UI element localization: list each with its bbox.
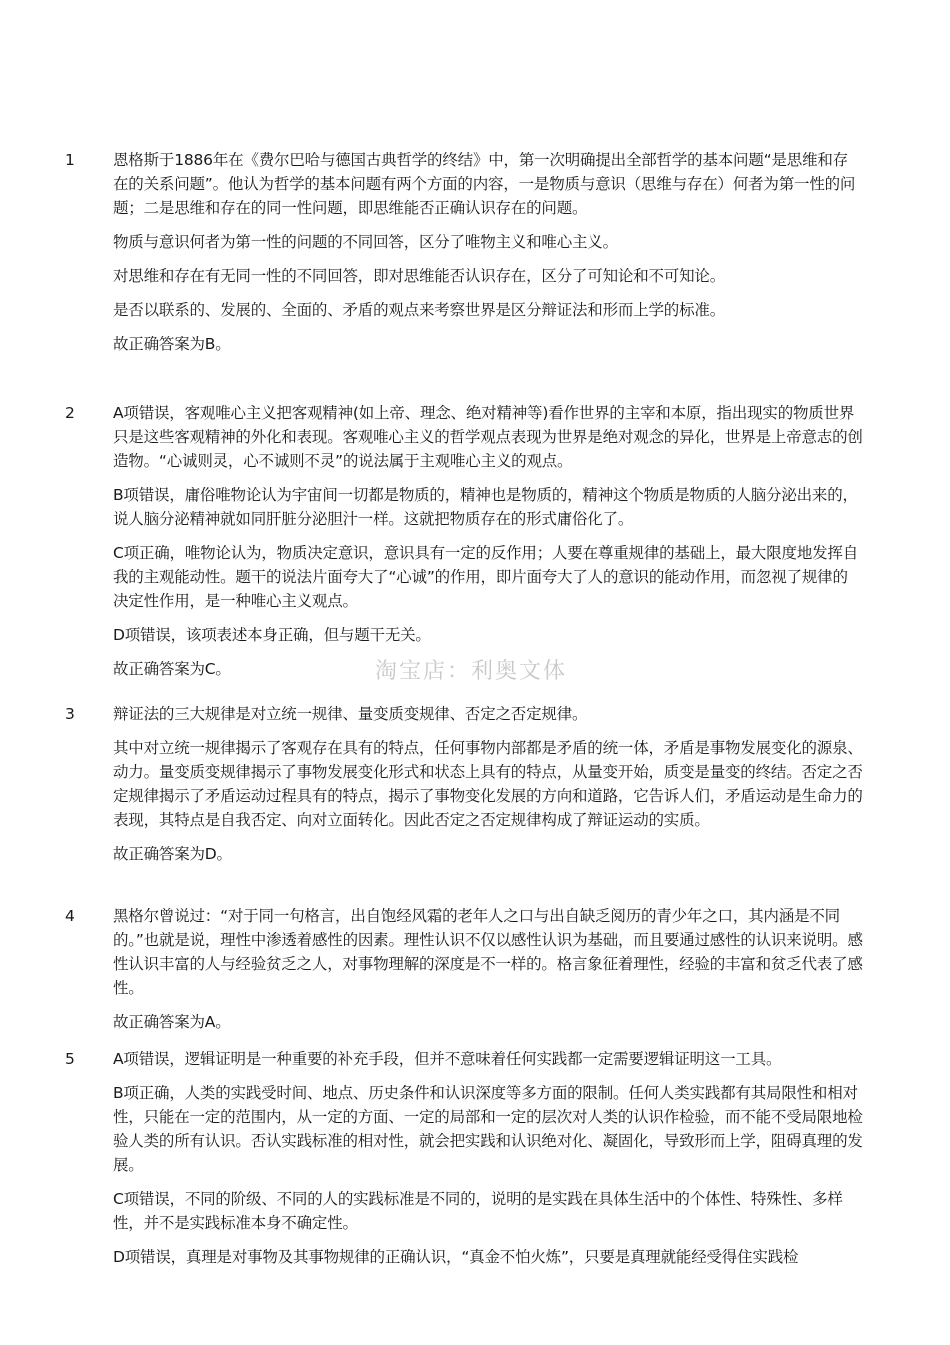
paragraph: D项错误，真理是对事物及其事物规律的正确认识，“真金不怕火炼”，只要是真理就能经受得住实践检 bbox=[113, 1248, 799, 1266]
paragraph: 对思维和存在有无同一性的不同回答，即对思维能否认识存在，区分了可知论和不可知论。 bbox=[113, 267, 726, 285]
paragraph: 辩证法的三大规律是对立统一规律、量变质变规律、否定之否定规律。 bbox=[113, 705, 588, 723]
paragraph: D项错误，该项表述本身正确，但与题干无关。 bbox=[113, 626, 431, 644]
paragraph: C项正确，唯物论认为，物质决定意识，意识具有一定的反作用；人要在尊重规律的基础上，最大限度地发挥自我的主观能动性。题干的说法片面夸大了“心诚”的作用，即片面夸大了人的意识的能动作用，而忽视了规律的决定性作用，是一种唯心主义观点。 bbox=[113, 544, 859, 610]
paragraph: C项错误，不同的阶级、不同的人的实践标准是不同的，说明的是实践在具体生活中的个体性、特殊性、多样性，并不是实践标准本身不确定性。 bbox=[113, 1190, 843, 1232]
watermark: 淘宝店：利奥文体 bbox=[375, 659, 568, 684]
answer-line: 故正确答案为A。 bbox=[113, 1013, 231, 1031]
item-explanation bbox=[113, 1047, 863, 1279]
item-explanation bbox=[113, 702, 863, 876]
item-explanation bbox=[113, 904, 863, 1044]
item-number: 1 bbox=[65, 151, 75, 169]
item-number: 2 bbox=[65, 404, 75, 422]
paragraph: 其中对立统一规律揭示了客观存在具有的特点，任何事物内部都是矛盾的统一体，矛盾是事物发展变化的源泉、动力。量变质变规律揭示了事物发展变化形式和状态上具有的特点，从量变开始，质变是量变的终结。否定之否定规律揭示了矛盾运动过程具有的特点，揭示了事物变化发展的方向和道路，它告诉人们，矛盾运动是生命力的表现，其特点是自我否定、向对立面转化。因此否定之否定规律构成了辩证运动的实质。 bbox=[113, 739, 863, 829]
paragraph: A项错误，客观唯心主义把客观精神(如上帝、理念、绝对精神等)看作世界的主宰和本原，指出现实的物质世界只是这些客观精神的外化和表现。客观唯心主义的哲学观点表现为世界是绝对观念的异化，世界是上帝意志的创造物。“心诚则灵，心不诚则不灵”的说法属于主观唯心主义的观点。 bbox=[113, 404, 863, 470]
paragraph: 黑格尔曾说过：“对于同一句格言，出自饱经风霜的老年人之口与出自缺乏阅历的青少年之口，其内涵是不同的。”也就是说，理性中渗透着感性的因素。理性认识不仅以感性认识为基础，而且要通过感性的认识来说明。感性认识丰富的人与经验贫乏之人，对事物理解的深度是不一样的。格言象征着理性，经验的丰富和贫乏代表了感性。 bbox=[113, 907, 863, 997]
answer-line: 故正确答案为B。 bbox=[113, 335, 231, 353]
item-explanation bbox=[113, 401, 863, 691]
answer-line: 故正确答案为D。 bbox=[113, 845, 232, 863]
item-number: 4 bbox=[65, 907, 75, 925]
paragraph: 恩格斯于1886年在《费尔巴哈与德国古典哲学的终结》中，第一次明确提出全部哲学的基本问题“是思维和存在的关系问题”。他认为哲学的基本问题有两个方面的内容，一是物质与意识（思维与存在）何者为第一性的问题；二是思维和存在的同一性问题，即思维能否正确认识存在的问题。 bbox=[113, 151, 856, 217]
paragraph: 是否以联系的、发展的、全面的、矛盾的观点来考察世界是区分辩证法和形而上学的标准。 bbox=[113, 301, 726, 319]
item-number: 5 bbox=[65, 1050, 75, 1068]
item-explanation bbox=[113, 148, 863, 366]
item-number: 3 bbox=[65, 705, 75, 723]
paragraph: A项错误，逻辑证明是一种重要的补充手段，但并不意味着任何实践都一定需要逻辑证明这一工具。 bbox=[113, 1050, 782, 1068]
paragraph: 物质与意识何者为第一性的问题的不同回答，区分了唯物主义和唯心主义。 bbox=[113, 233, 618, 251]
paragraph: B项正确，人类的实践受时间、地点、历史条件和认识深度等多方面的限制。任何人类实践都有其局限性和相对性，只能在一定的范围内，从一定的方面、一定的局部和一定的层次对人类的认识作检验，而不能不受局限地检验人类的所有认识。否认实践标准的相对性，就会把实践和认识绝对化、凝固化，导致形而上学，阻碍真理的发展。 bbox=[113, 1084, 863, 1174]
answer-line: 故正确答案为C。 bbox=[113, 660, 231, 678]
paragraph: B项错误，庸俗唯物论认为宇宙间一切都是物质的，精神也是物质的，精神这个物质是物质的人脑分泌出来的，说人脑分泌精神就如同肝脏分泌胆汁一样。这就把物质存在的形式庸俗化了。 bbox=[113, 486, 858, 528]
